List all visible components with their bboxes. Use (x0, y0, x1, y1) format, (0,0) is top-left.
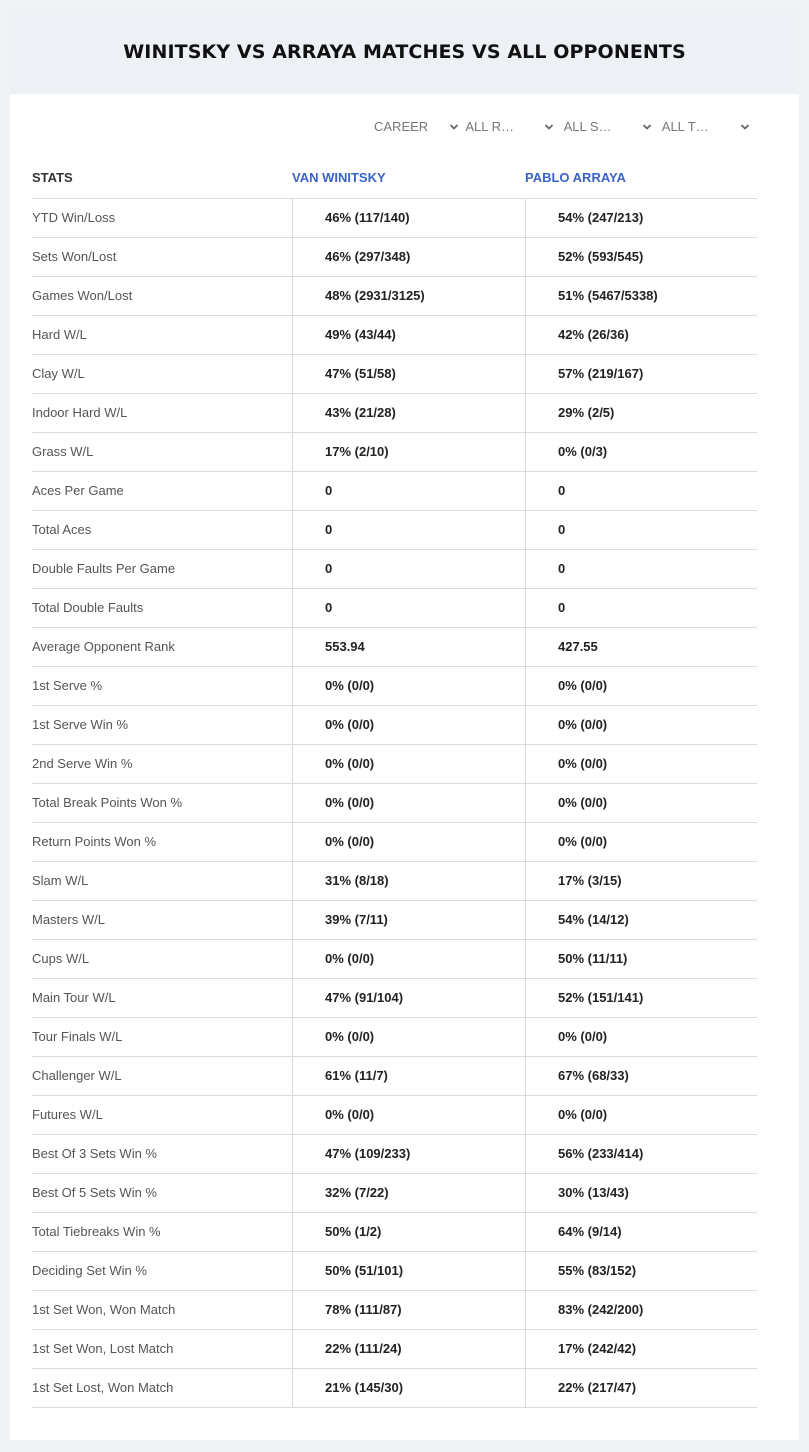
table-row (32, 589, 757, 628)
player1-value: 0 (292, 550, 525, 588)
player2-value: 50% (11/11) (525, 940, 757, 978)
player1-value: 43% (21/28) (292, 394, 525, 432)
period-select-label: CAREER (374, 119, 429, 134)
stat-label: Hard W/L (32, 327, 87, 342)
player1-value: 78% (111/87) (292, 1291, 525, 1329)
table-row (32, 433, 757, 472)
stat-label: Cups W/L (32, 951, 90, 966)
player2-value: 0% (0/0) (525, 667, 757, 705)
player2-link[interactable]: PABLO ARRAYA (525, 170, 626, 185)
player1-value: 0% (0/0) (292, 745, 525, 783)
period-select[interactable] (372, 116, 463, 138)
player2-value: 30% (13/43) (525, 1174, 757, 1212)
player1-value: 47% (51/58) (292, 355, 525, 393)
player1-value: 31% (8/18) (292, 862, 525, 900)
table-row (32, 1096, 757, 1135)
chevron-down-icon (449, 122, 459, 132)
table-row (32, 862, 757, 901)
player2-value: 17% (242/42) (525, 1330, 757, 1368)
player1-value: 46% (297/348) (292, 238, 525, 276)
stat-label: 2nd Serve Win % (32, 756, 133, 771)
stat-label: Main Tour W/L (32, 990, 116, 1005)
table-row (32, 706, 757, 745)
table-row (32, 745, 757, 784)
table-row (32, 1252, 757, 1291)
table-row (32, 199, 757, 238)
table-row (32, 628, 757, 667)
surface-select-label: ALL S… (563, 119, 612, 134)
page-title: WINITSKY VS ARRAYA MATCHES VS ALL OPPONENTS (123, 41, 686, 63)
card-header (10, 10, 799, 94)
stat-label: Slam W/L (32, 873, 89, 888)
player2-value: 0% (0/3) (525, 433, 757, 471)
player2-value: 56% (233/414) (525, 1135, 757, 1173)
table-header (32, 160, 757, 198)
player2-value: 67% (68/33) (525, 1057, 757, 1095)
player1-value: 61% (11/7) (292, 1057, 525, 1095)
player2-value: 64% (9/14) (525, 1213, 757, 1251)
player2-value: 427.55 (525, 628, 757, 666)
stat-label: 1st Serve % (32, 678, 103, 693)
table-row (32, 1018, 757, 1057)
player2-value: 57% (219/167) (525, 355, 757, 393)
stat-label: Games Won/Lost (32, 288, 133, 303)
player1-value: 49% (43/44) (292, 316, 525, 354)
player1-value: 0 (292, 472, 525, 510)
table-row (32, 901, 757, 940)
player1-value: 0 (292, 589, 525, 627)
player2-value: 0% (0/0) (525, 1018, 757, 1056)
player2-value: 54% (14/12) (525, 901, 757, 939)
player2-value: 0% (0/0) (525, 1096, 757, 1134)
stat-label: 1st Serve Win % (32, 717, 129, 732)
round-select[interactable] (463, 116, 561, 138)
player1-value: 32% (7/22) (292, 1174, 525, 1212)
table-row (32, 1291, 757, 1330)
player1-value: 0% (0/0) (292, 823, 525, 861)
table-row (32, 277, 757, 316)
stats-table (32, 198, 757, 1408)
chevron-down-icon (642, 122, 652, 132)
stat-label: Double Faults Per Game (32, 561, 176, 576)
table-row (32, 550, 757, 589)
player1-value: 0% (0/0) (292, 940, 525, 978)
filter-bar (372, 116, 758, 138)
table-row (32, 472, 757, 511)
stat-label: 1st Set Won, Lost Match (32, 1341, 174, 1356)
stat-label: Masters W/L (32, 912, 105, 927)
player2-value: 55% (83/152) (525, 1252, 757, 1290)
player2-value: 17% (3/15) (525, 862, 757, 900)
player2-value: 0 (525, 511, 757, 549)
table-row (32, 511, 757, 550)
table-row (32, 1174, 757, 1213)
player1-value: 50% (1/2) (292, 1213, 525, 1251)
player1-value: 0% (0/0) (292, 667, 525, 705)
stat-label: Challenger W/L (32, 1068, 122, 1083)
player2-value: 0% (0/0) (525, 784, 757, 822)
player1-value: 0 (292, 511, 525, 549)
player1-value: 48% (2931/3125) (292, 277, 525, 315)
player2-value: 52% (151/141) (525, 979, 757, 1017)
table-row (32, 1135, 757, 1174)
player1-value: 50% (51/101) (292, 1252, 525, 1290)
table-row (32, 979, 757, 1018)
stat-label: Clay W/L (32, 366, 85, 381)
table-row (32, 1213, 757, 1252)
stat-label: Futures W/L (32, 1107, 103, 1122)
player1-value: 47% (109/233) (292, 1135, 525, 1173)
table-row (32, 940, 757, 979)
table-row (32, 394, 757, 433)
stat-label: Total Double Faults (32, 600, 144, 615)
player1-value: 22% (111/24) (292, 1330, 525, 1368)
table-row (32, 784, 757, 823)
player1-value: 0% (0/0) (292, 1096, 525, 1134)
player1-value: 39% (7/11) (292, 901, 525, 939)
player1-value: 17% (2/10) (292, 433, 525, 471)
player1-value: 0% (0/0) (292, 784, 525, 822)
stat-label: Return Points Won % (32, 834, 157, 849)
player2-value: 42% (26/36) (525, 316, 757, 354)
stat-label: Aces Per Game (32, 483, 124, 498)
stat-label: Tour Finals W/L (32, 1029, 123, 1044)
player2-value: 52% (593/545) (525, 238, 757, 276)
player1-value: 553.94 (292, 628, 525, 666)
player2-value: 83% (242/200) (525, 1291, 757, 1329)
player2-value: 0% (0/0) (525, 823, 757, 861)
player1-value: 0% (0/0) (292, 706, 525, 744)
stat-label: Total Tiebreaks Win % (32, 1224, 161, 1239)
stat-label: 1st Set Won, Won Match (32, 1302, 176, 1317)
player2-value: 0 (525, 550, 757, 588)
stat-label: 1st Set Lost, Won Match (32, 1380, 174, 1395)
player2-value: 51% (5467/5338) (525, 277, 757, 315)
stat-label: Average Opponent Rank (32, 639, 175, 654)
stat-label: Grass W/L (32, 444, 94, 459)
player1-value: 46% (117/140) (292, 199, 525, 237)
player2-value: 0 (525, 589, 757, 627)
table-row (32, 355, 757, 394)
player2-value: 0% (0/0) (525, 706, 757, 744)
player2-value: 0% (0/0) (525, 745, 757, 783)
table-row (32, 1330, 757, 1369)
table-row (32, 238, 757, 277)
player1-value: 0% (0/0) (292, 1018, 525, 1056)
stat-label: Indoor Hard W/L (32, 405, 128, 420)
stat-label: Deciding Set Win % (32, 1263, 147, 1278)
player2-value: 0 (525, 472, 757, 510)
tournament-select-label: ALL T… (661, 119, 709, 134)
surface-select[interactable] (562, 116, 660, 138)
player2-value: 22% (217/47) (525, 1369, 757, 1407)
table-row (32, 1057, 757, 1096)
player1-value: 21% (145/30) (292, 1369, 525, 1407)
chevron-down-icon (544, 122, 554, 132)
stat-label: YTD Win/Loss (32, 210, 116, 225)
player2-value: 29% (2/5) (525, 394, 757, 432)
table-row (32, 667, 757, 706)
stats-column-header: STATS (32, 170, 73, 185)
player2-value: 54% (247/213) (525, 199, 757, 237)
table-row (32, 1369, 757, 1408)
stat-label: Sets Won/Lost (32, 249, 117, 264)
stat-label: Total Break Points Won % (32, 795, 183, 810)
tournament-select[interactable] (660, 116, 758, 138)
stat-label: Best Of 3 Sets Win % (32, 1146, 157, 1161)
stat-label: Total Aces (32, 522, 92, 537)
player1-value: 47% (91/104) (292, 979, 525, 1017)
table-row (32, 823, 757, 862)
table-row (32, 316, 757, 355)
round-select-label: ALL R… (465, 119, 514, 134)
player1-link[interactable]: VAN WINITSKY (292, 170, 386, 185)
chevron-down-icon (740, 122, 750, 132)
stat-label: Best Of 5 Sets Win % (32, 1185, 157, 1200)
